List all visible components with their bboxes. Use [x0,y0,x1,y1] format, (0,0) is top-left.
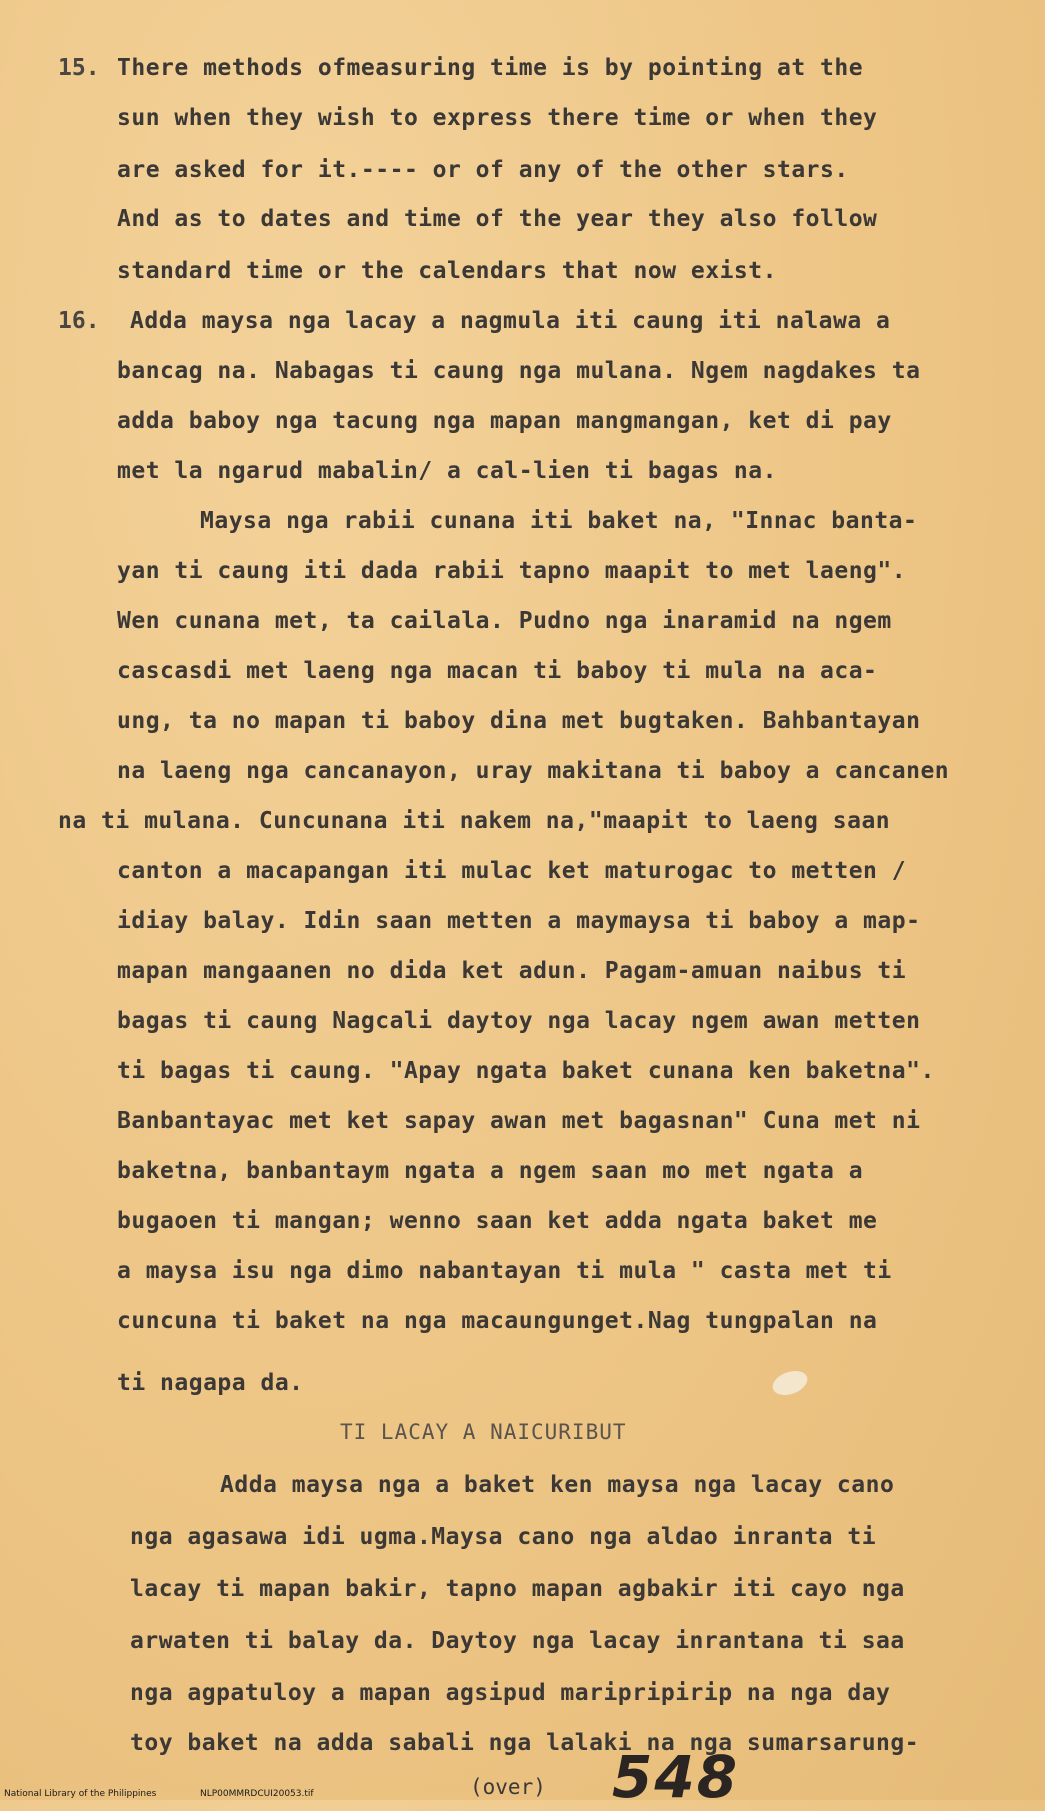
text-line: baketna, banbantaym ngata a ngem saan mo met ngata a [117,1158,864,1184]
text-line: sun when they wish to express there time or when they [117,105,878,131]
story-line: lacay ti mapan bakir, tapno mapan agbakir iti cayo nga [130,1576,905,1602]
text-line: ung, ta no mapan ti baboy dina met bugtaken. Bahbantayan [117,708,921,734]
text-line: cuncuna ti baket na nga macaungunget.Nag tungpalan na [117,1308,878,1334]
over-label: (over) [470,1775,546,1799]
text-line: Banbantayac met ket sapay awan met bagasnan" Cuna met ni [117,1108,921,1134]
footer-filename: NLP00MMRDCUI20053.tif [200,1789,314,1799]
item-number-15: 15. [58,55,100,81]
text-line: na ti mulana. Cuncunana iti nakem na,"maapit to laeng saan [58,808,891,834]
text-line: ti nagapa da. [117,1370,304,1396]
paper-stain [769,1367,810,1400]
text-line: Maysa nga rabii cunana iti baket na, "Innac banta- [200,508,918,534]
story-line: nga agasawa idi ugma.Maysa cano nga aldao inranta ti [130,1524,877,1550]
text-line: are asked for it.---- or of any of the other stars. [117,157,849,183]
text-line: canton a macapangan iti mulac ket maturogac to metten / [117,858,907,884]
story-line: toy baket na adda sabali nga lalaki na nga sumarsarung- [130,1730,920,1756]
story-line: nga agpatuloy a mapan agsipud maripripirip na nga day [130,1680,891,1706]
item-number-16: 16. [58,308,100,334]
story-line: Adda maysa nga a baket ken maysa nga lacay cano [220,1472,895,1498]
text-line: na laeng nga cancanayon, uray makitana ti baboy a cancanen [117,758,950,784]
handwritten-page-number: 548 [612,1743,740,1811]
text-line: ti bagas ti caung. "Apay ngata baket cunana ken baketna". [117,1058,935,1084]
footer-source: National Library of the Philippines [4,1789,157,1799]
story-title: TI LACAY A NAICURIBUT [340,1420,627,1444]
text-line: bagas ti caung Nagcali daytoy nga lacay ngem awan metten [117,1008,921,1034]
text-line: And as to dates and time of the year they also follow [117,206,878,232]
text-line: met la ngarud mabalin/ a cal-lien ti bagas na. [117,458,777,484]
text-line: a maysa isu nga dimo nabantayan ti mula " casta met ti [117,1258,892,1284]
text-line: bugaoen ti mangan; wenno saan ket adda ngata baket me [117,1208,878,1234]
text-line: Wen cunana met, ta cailala. Pudno nga inaramid na ngem [117,608,892,634]
text-line: adda baboy nga tacung nga mapan mangmangan, ket di pay [117,408,892,434]
text-line: There methods ofmeasuring time is by pointing at the [117,55,864,81]
story-line: arwaten ti balay da. Daytoy nga lacay inrantana ti saa [130,1628,905,1654]
text-line: standard time or the calendars that now exist. [117,258,777,284]
text-line: mapan mangaanen no dida ket adun. Pagam-amuan naibus ti [117,958,907,984]
text-line: bancag na. Nabagas ti caung nga mulana. Ngem nagdakes ta [117,358,921,384]
text-line: yan ti caung iti dada rabii tapno maapit to met laeng". [117,558,907,584]
text-line: Adda maysa nga lacay a nagmula iti caung iti nalawa a [130,308,891,334]
text-line: idiay balay. Idin saan metten a maymaysa ti baboy a map- [117,908,921,934]
text-line: cascasdi met laeng nga macan ti baboy ti mula na aca- [117,658,878,684]
